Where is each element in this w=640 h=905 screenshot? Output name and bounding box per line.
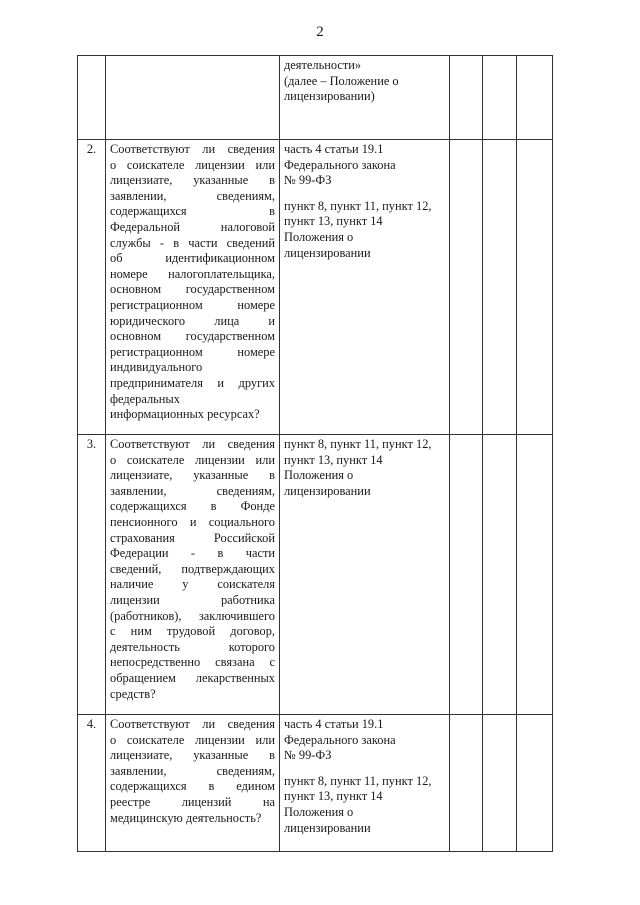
reference-line: № 99-ФЗ — [284, 748, 332, 763]
reference-line: часть 4 статьи 19.1 — [284, 142, 384, 156]
question-cell — [106, 715, 280, 852]
question-cell — [106, 435, 280, 715]
question-line: основном государственном — [110, 282, 275, 297]
table-row — [78, 435, 553, 715]
question-line: лицензиате, указанные в — [110, 173, 275, 188]
question-line: Федеральной налоговой — [110, 219, 275, 234]
question-line: непосредственно связана с — [110, 655, 275, 670]
reference-line: пункт 8, пункт 11, пункт 12, — [284, 198, 432, 213]
question-line: индивидуального — [110, 360, 203, 375]
answer-yes-cell[interactable] — [450, 56, 483, 140]
answer-na-cell[interactable] — [517, 715, 553, 852]
question-line: деятельность которого — [110, 639, 275, 654]
question-line: об идентификационном — [110, 251, 275, 266]
legal-reference-cell — [280, 56, 450, 140]
question-line: средств? — [110, 686, 156, 701]
question-line: пенсионного и социального — [110, 514, 275, 529]
row-number: 3. — [78, 435, 106, 715]
question-line: лицензии работника — [110, 592, 275, 607]
reference-line: деятельности» — [284, 58, 362, 72]
question-line: сведений, подтверждающих — [110, 561, 275, 576]
answer-no-cell[interactable] — [483, 435, 517, 715]
question-line: содержащихся в едином — [110, 779, 275, 794]
question-line: заявлении, сведениям, — [110, 483, 275, 498]
page-number: 2 — [316, 24, 324, 40]
question-line: регистрационном номере — [110, 297, 275, 312]
reference-line: Положения о — [284, 804, 354, 819]
question-line: основном государственном — [110, 329, 275, 344]
answer-yes-cell[interactable] — [450, 435, 483, 715]
question-line: заявлении, сведениям, — [110, 763, 275, 778]
reference-line: пункт 13, пункт 14 — [284, 789, 383, 804]
reference-line: лицензировании) — [284, 89, 375, 104]
reference-line: пункт 13, пункт 14 — [284, 214, 383, 229]
question-line: службы - в части сведений — [110, 235, 275, 250]
legal-reference-cell — [280, 140, 450, 435]
reference-line: лицензировании — [284, 820, 371, 835]
reference-line: Федерального закона — [284, 157, 396, 172]
question-line: юридического лица и — [110, 313, 275, 328]
answer-na-cell[interactable] — [517, 140, 553, 435]
answer-yes-cell[interactable] — [450, 140, 483, 435]
question-line: номере налогоплательщика, — [110, 266, 275, 281]
question-cell — [106, 56, 280, 140]
reference-line: № 99-ФЗ — [284, 173, 332, 188]
question-line: Соответствуют ли сведения — [110, 717, 275, 731]
question-line: о соискателе лицензии или — [110, 157, 275, 172]
question-line: лицензиате, указанные в — [110, 748, 275, 763]
table-row — [78, 140, 553, 435]
reference-line: пункт 13, пункт 14 — [284, 452, 383, 467]
answer-na-cell[interactable] — [517, 435, 553, 715]
question-line: страхования Российской — [110, 530, 275, 545]
question-line: заявлении, сведениям, — [110, 188, 275, 203]
reference-line: Федерального закона — [284, 732, 396, 747]
row-number: 2. — [78, 140, 106, 435]
reference-line: лицензировании — [284, 245, 371, 260]
question-line: лицензиате, указанные в — [110, 468, 275, 483]
question-line: обращением лекарственных — [110, 670, 275, 685]
question-line: с ним трудовой договор, — [110, 624, 275, 639]
reference-line: Положения о — [284, 468, 354, 483]
row-number — [78, 56, 106, 140]
question-line: содержащихся в — [110, 204, 275, 219]
reference-gap — [284, 764, 445, 774]
reference-line: лицензировании — [284, 483, 371, 498]
question-line: реестре лицензий на — [110, 794, 275, 809]
table-row — [78, 715, 553, 852]
answer-no-cell[interactable] — [483, 56, 517, 140]
answer-na-cell[interactable] — [517, 56, 553, 140]
question-line: о соискателе лицензии или — [110, 732, 275, 747]
legal-reference-cell — [280, 715, 450, 852]
row-number: 4. — [78, 715, 106, 852]
question-line: предпринимателя и других — [110, 375, 275, 390]
question-line: медицинскую деятельность? — [110, 810, 262, 825]
answer-no-cell[interactable] — [483, 140, 517, 435]
question-line: (работников), заключившего — [110, 608, 275, 623]
answer-yes-cell[interactable] — [450, 715, 483, 852]
reference-line: пункт 8, пункт 11, пункт 12, — [284, 773, 432, 788]
question-line: Федерации - в части — [110, 546, 275, 561]
question-line: Соответствуют ли сведения — [110, 437, 275, 451]
question-line: наличие у соискателя — [110, 577, 275, 592]
question-line: федеральных — [110, 391, 180, 406]
question-line: о соискателе лицензии или — [110, 452, 275, 467]
reference-line: (далее – Положение о — [284, 73, 399, 88]
answer-no-cell[interactable] — [483, 715, 517, 852]
question-line: информационных ресурсах? — [110, 407, 260, 422]
question-cell — [106, 140, 280, 435]
table-row — [78, 56, 553, 140]
checklist-table — [77, 55, 553, 852]
reference-gap — [284, 189, 445, 199]
question-line: Соответствуют ли сведения — [110, 142, 275, 156]
legal-reference-cell — [280, 435, 450, 715]
reference-line: пункт 8, пункт 11, пункт 12, — [284, 437, 432, 451]
question-line: содержащихся в Фонде — [110, 499, 275, 514]
question-line: регистрационном номере — [110, 344, 275, 359]
reference-line: часть 4 статьи 19.1 — [284, 717, 384, 731]
reference-line: Положения о — [284, 229, 354, 244]
